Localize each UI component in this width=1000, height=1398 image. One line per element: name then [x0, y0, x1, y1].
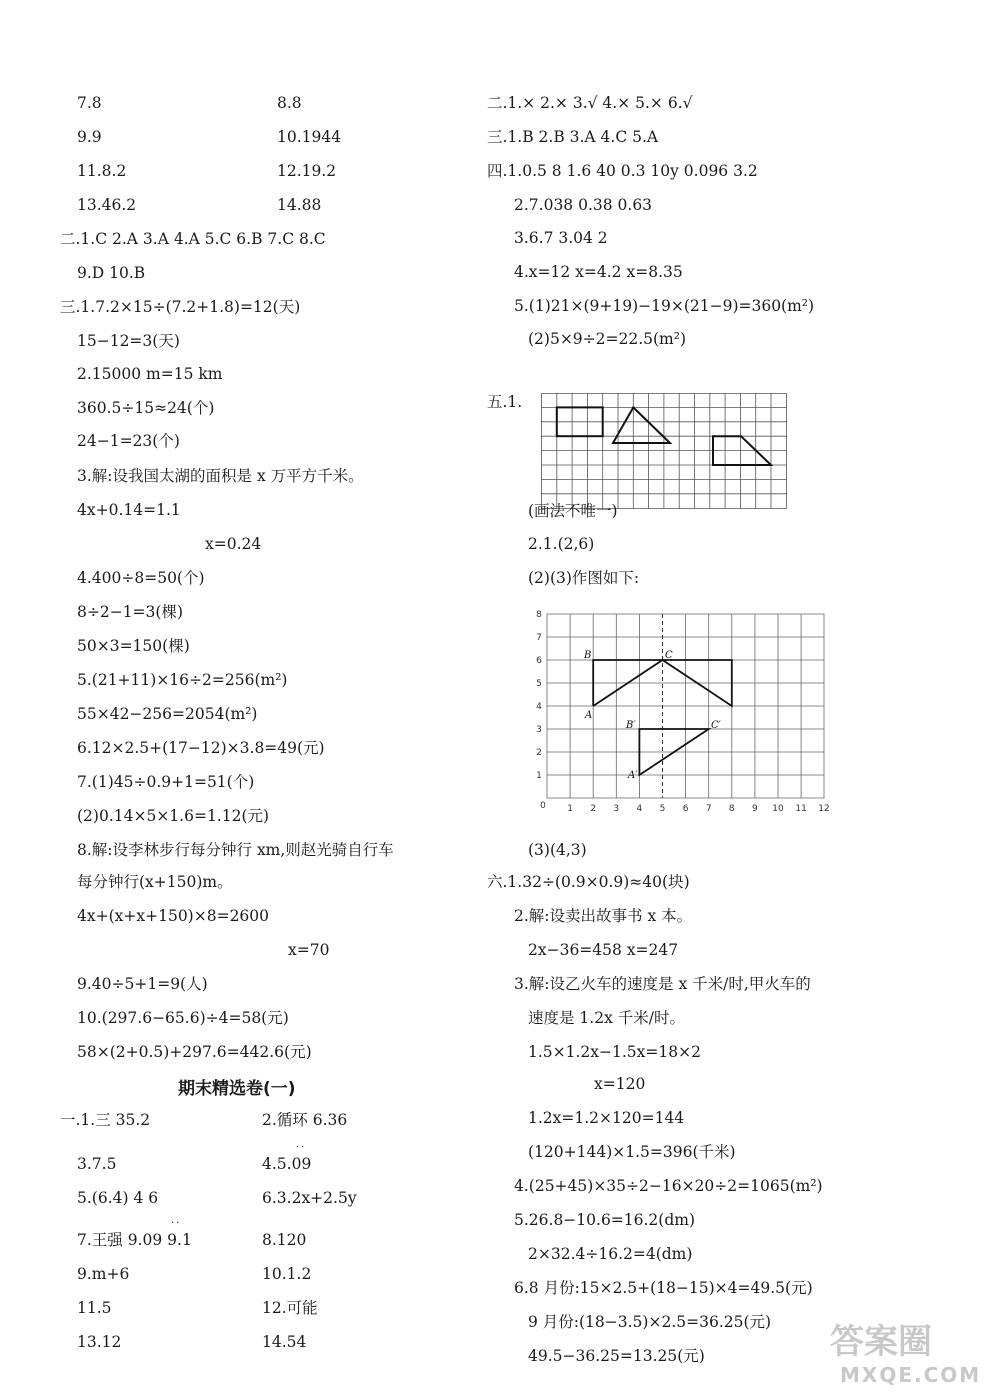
watermark-text-top: 答案圈: [830, 1322, 932, 1362]
answer-line: 12.可能: [262, 1299, 318, 1317]
answer-line: (2)5×9÷2=22.5(m²): [528, 330, 687, 348]
y-tick: 5: [536, 679, 542, 689]
answer-line: 2.解:设卖出故事书 x 本。: [514, 907, 693, 925]
repeating-dot-mark: ··: [171, 1218, 182, 1229]
answer-line: 6.3.2x+2.5y: [262, 1189, 357, 1207]
answer-line: 4.400÷8=50(个): [77, 569, 205, 587]
answer-line: 9 月份:(18−3.5)×2.5=36.25(元): [528, 1313, 772, 1331]
answer-line: 13.46.2: [77, 196, 137, 214]
coordinate-graph: [530, 608, 838, 820]
answer-line: 1.2x=1.2×120=144: [528, 1109, 685, 1127]
answer-line: 10.1944: [277, 128, 342, 146]
answer-line: 49.5−36.25=13.25(元): [528, 1347, 705, 1365]
x-tick: 5: [659, 804, 666, 814]
shapes-grid: [541, 393, 787, 509]
answer-line: 3.6.7 3.04 2: [514, 229, 608, 247]
answer-line: x=0.24: [205, 535, 262, 553]
answer-line: 7.8: [77, 94, 102, 112]
answer-line: 6.12×2.5+(17−12)×3.8=49(元): [77, 739, 325, 757]
answer-line: 4.x=12 x=4.2 x=8.35: [514, 263, 683, 281]
answer-line: 3.解:设乙火车的速度是 x 千米/时,甲火车的: [514, 975, 811, 993]
note-text: (画法不唯一): [528, 502, 618, 520]
answer-line: 8.8: [277, 94, 302, 112]
answer-line: 10.1.2: [262, 1265, 312, 1283]
x-tick: 0: [540, 801, 546, 811]
answer-line: 4.(25+45)×35÷2−16×20÷2=1065(m²): [514, 1177, 823, 1195]
point-label-a: A: [585, 710, 593, 721]
answer-line: x=120: [594, 1075, 646, 1093]
answer-line: 8.解:设李林步行每分钟行 xm,则赵光骑自行车: [77, 841, 394, 859]
watermark-logo: [810, 1308, 995, 1388]
answer-line: 二.1.× 2.× 3.√ 4.× 5.× 6.√: [487, 94, 693, 112]
grid-lines: [541, 393, 787, 509]
answer-line: 50×3=150(棵): [77, 637, 190, 655]
answer-line: 2.1.(2,6): [528, 535, 595, 553]
answer-line: 2.15000 m=15 km: [77, 365, 223, 383]
repeating-dot-mark: ··: [296, 1142, 307, 1153]
x-tick: 8: [728, 804, 735, 814]
answer-line: 每分钟行(x+150)m。: [77, 873, 233, 891]
answer-line: 11.8.2: [77, 162, 127, 180]
answer-line: 三.1.7.2×15÷(7.2+1.8)=12(天): [60, 298, 301, 316]
answer-line: 6.8 月份:15×2.5+(18−15)×4=49.5(元): [514, 1279, 813, 1297]
y-tick: 1: [536, 771, 542, 781]
answer-line: x=70: [288, 941, 330, 959]
y-tick: 3: [536, 725, 542, 735]
answer-line: 12.19.2: [277, 162, 337, 180]
question-label: 五.1.: [487, 393, 523, 411]
answer-line: 5.(6.4) 4 6: [77, 1189, 159, 1207]
answer-line: 9.9: [77, 128, 102, 146]
x-tick: 3: [613, 804, 620, 814]
point-label-c: C: [665, 650, 673, 661]
answer-line: 六.1.32÷(0.9×0.9)≈40(块): [487, 873, 690, 891]
answer-line: (120+144)×1.5=396(千米): [528, 1143, 736, 1161]
answer-line: 15−12=3(天): [77, 332, 180, 350]
x-tick: 4: [636, 804, 643, 814]
answer-line: 5.(21+11)×16÷2=256(m²): [77, 671, 288, 689]
watermark-text-bottom: MXQE.COM: [840, 1363, 982, 1387]
answer-line: (2)(3)作图如下:: [528, 569, 640, 587]
answer-line: 速度是 1.2x 千米/时。: [528, 1009, 685, 1027]
answer-line: 24−1=23(个): [77, 432, 180, 450]
point-label-a-prime: A′: [628, 770, 638, 781]
answer-line: 4.5.09: [262, 1155, 312, 1173]
answer-line: 9.D 10.B: [77, 264, 146, 282]
answer-line: 5.26.8−10.6=16.2(dm): [514, 1211, 696, 1229]
answer-line: 14.54: [262, 1333, 307, 1351]
answer-line: (3)(4,3): [528, 841, 587, 859]
x-tick: 2: [590, 804, 597, 814]
y-tick: 8: [536, 610, 542, 620]
answer-line: 2x−36=458 x=247: [528, 941, 679, 959]
point-label-c-prime: C′: [711, 720, 721, 731]
y-tick: 2: [536, 748, 542, 758]
answer-line: 8.120: [262, 1231, 307, 1249]
answer-line: 三.1.B 2.B 3.A 4.C 5.A: [487, 128, 659, 146]
answer-line: 2.循环 6.36: [262, 1111, 348, 1129]
y-tick: 4: [536, 702, 542, 712]
answer-line: 4x+0.14=1.1: [77, 501, 181, 519]
answer-line: 7.(1)45÷0.9+1=51(个): [77, 773, 255, 791]
y-tick: 6: [536, 656, 542, 666]
answer-line: 3.7.5: [77, 1155, 117, 1173]
answer-line: 四.1.0.5 8 1.6 40 0.3 10y 0.096 3.2: [487, 162, 758, 180]
x-tick: 6: [682, 804, 689, 814]
x-tick: 12: [818, 804, 830, 814]
triangle-shape: [613, 407, 670, 443]
answer-line: 2.7.038 0.38 0.63: [514, 196, 653, 214]
answer-line: 二.1.C 2.A 3.A 4.A 5.C 6.B 7.C 8.C: [60, 230, 326, 248]
x-tick: 11: [795, 804, 807, 814]
answer-line: 13.12: [77, 1333, 122, 1351]
answer-line: 360.5÷15≈24(个): [77, 399, 215, 417]
answer-line: 9.40÷5+1=9(人): [77, 975, 208, 993]
grid-lines: [547, 614, 824, 798]
answer-line: 55×42−256=2054(m²): [77, 705, 258, 723]
answer-line: 8÷2−1=3(棵): [77, 603, 184, 621]
x-tick: 1: [567, 804, 573, 814]
answer-line: 9.m+6: [77, 1265, 130, 1283]
section-title: 期末精选卷(一): [178, 1079, 296, 1099]
y-tick: 7: [536, 633, 542, 643]
answer-line: 3.解:设我国太湖的面积是 x 万平方千米。: [77, 467, 364, 485]
answer-line: 58×(2+0.5)+297.6=442.6(元): [77, 1043, 312, 1061]
answer-line: 一.1.三 35.2: [60, 1111, 151, 1129]
answer-line: 14.88: [277, 196, 322, 214]
answer-line: (2)0.14×5×1.6=1.12(元): [77, 807, 270, 825]
left-column: [0, 0, 470, 1398]
answer-line: 10.(297.6−65.6)÷4=58(元): [77, 1009, 289, 1027]
answer-line: 5.(1)21×(9+19)−19×(21−9)=360(m²): [514, 297, 815, 315]
point-label-b-prime: B′: [626, 720, 636, 731]
x-tick: 10: [772, 804, 784, 814]
x-tick: 9: [752, 804, 758, 814]
answer-line: 1.5×1.2x−1.5x=18×2: [528, 1043, 701, 1061]
x-tick: 7: [705, 804, 712, 814]
answer-line: 7.王强 9.09 9.1: [77, 1231, 192, 1249]
answer-line: 11.5: [77, 1299, 112, 1317]
answer-line: 2×32.4÷16.2=4(dm): [528, 1245, 693, 1263]
point-label-b: B: [584, 650, 592, 661]
answer-line: 4x+(x+x+150)×8=2600: [77, 907, 270, 925]
